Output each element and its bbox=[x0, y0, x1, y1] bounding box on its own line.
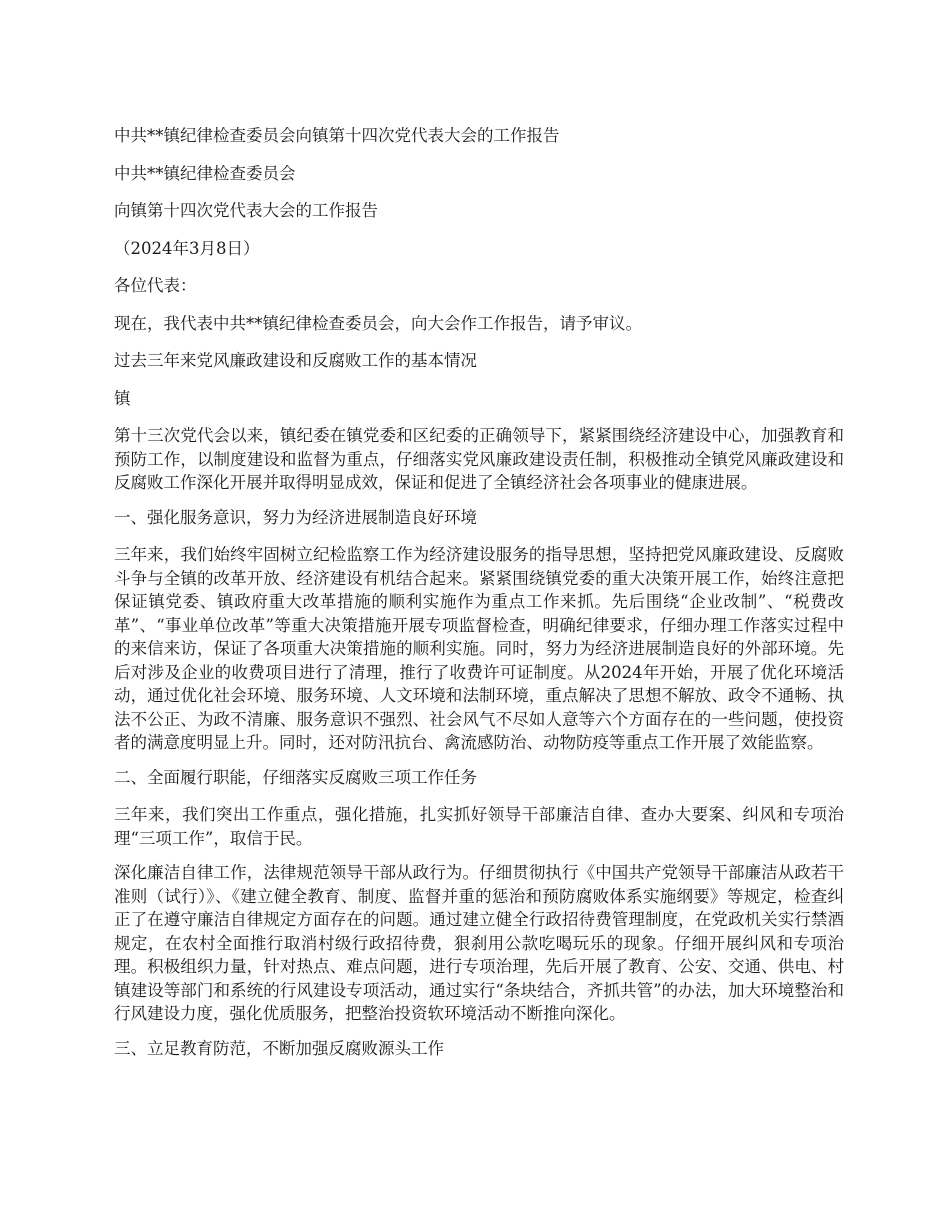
overview-paragraph: 第十三次党代会以来，镇纪委在镇党委和区纪委的正确领导下，紧紧围绕经济建设中心，加强教育和预防工作，以制度建设和监督为重点，仔细落实党风廉政建设责任制，积极推动全镇党风廉政建设和反腐败工作深化开展并取得明显成效，保证和促进了全镇经济社会各项事业的健康进展。 bbox=[114, 426, 844, 492]
document-page bbox=[114, 124, 844, 1074]
heading-three: 三、立足教育防范，不断加强反腐败源头工作 bbox=[114, 1038, 444, 1058]
fragment-text: 镇 bbox=[114, 388, 131, 408]
document-date: （2024年3月8日） bbox=[114, 238, 260, 258]
paragraph-three: 深化廉洁自律工作，法律规范领导干部从政行为。仔细贯彻执行《中国共产党领导干部廉洁从政若干准则（试行）》、《建立健全教育、制度、监督并重的惩治和预防腐败体系实施纲要》等规定，检查纠正了在遵守廉洁自律规定方面存在的问题。通过建立健全行政招待费管理制度，在党政机关实行禁酒规定，在农村全面推行取消村级行政招待费，狠刹用公款吃喝玩乐的现象。仔细开展纠风和专项治理。积极组织力量，针对热点、难点问题，进行专项治理，先后开展了教育、公安、交通、供电、村镇建设等部门和系统的行风建设专项活动，通过实行“条块结合，齐抓共管”的办法，加大环境整治和行风建设力度，强化优质服务，把整治投资软环境活动不断推向深化。 bbox=[114, 863, 844, 1023]
paragraph-one: 三年来，我们始终牢固树立纪检监察工作为经济建设服务的指导思想，坚持把党风廉政建设、反腐败斗争与全镇的改革开放、经济建设有机结合起来。紧紧围绕镇党委的重大决策开展工作，始终注意把保证镇党委、镇政府重大改革措施的顺利实施作为重点工作来抓。先后围绕“企业改制”、“税费改革”、“事业单位改革”等重大决策措施开展专项监督检查，明确纪律要求，仔细办理工作落实过程中的来信来访，保证了各项重大决策措施的顺利实施。同时，努力为经济进展制造良好的外部环境。先后对涉及企业的收费项目进行了清理，推行了收费许可证制度。从2024年开始，开展了优化环境活动，通过优化社会环境、服务环境、人文环境和法制环境，重点解决了思想不解放、政令不通畅、执法不公正、为政不清廉、服务意识不强烈、社会风气不尽如人意等六个方面存在的一些问题，使投资者的满意度明显上升。同时，还对防汛抗台、禽流感防治、动物防疫等重点工作开展了效能监察。 bbox=[114, 545, 844, 752]
document-subtitle: 向镇第十四次党代表大会的工作报告 bbox=[114, 201, 378, 220]
paragraph-two: 三年来，我们突出工作重点，强化措施，扎实抓好领导干部廉洁自律、查办大要案、纠风和专项治理“三项工作”，取信于民。 bbox=[114, 805, 844, 848]
document-title: 中共**镇纪律检查委员会向镇第十四次党代表大会的工作报告 bbox=[114, 126, 560, 145]
heading-two: 二、全面履行职能，仔细落实反腐败三项工作任务 bbox=[114, 767, 477, 787]
section-heading: 过去三年来党风廉政建设和反腐败工作的基本情况 bbox=[114, 351, 477, 370]
salutation: 各位代表： bbox=[114, 276, 197, 295]
intro-paragraph: 现在，我代表中共**镇纪律检查委员会，向大会作工作报告，请予审议。 bbox=[114, 313, 642, 333]
document-org: 中共**镇纪律检查委员会 bbox=[114, 163, 296, 183]
heading-one: 一、强化服务意识，努力为经济进展制造良好环境 bbox=[114, 507, 477, 527]
